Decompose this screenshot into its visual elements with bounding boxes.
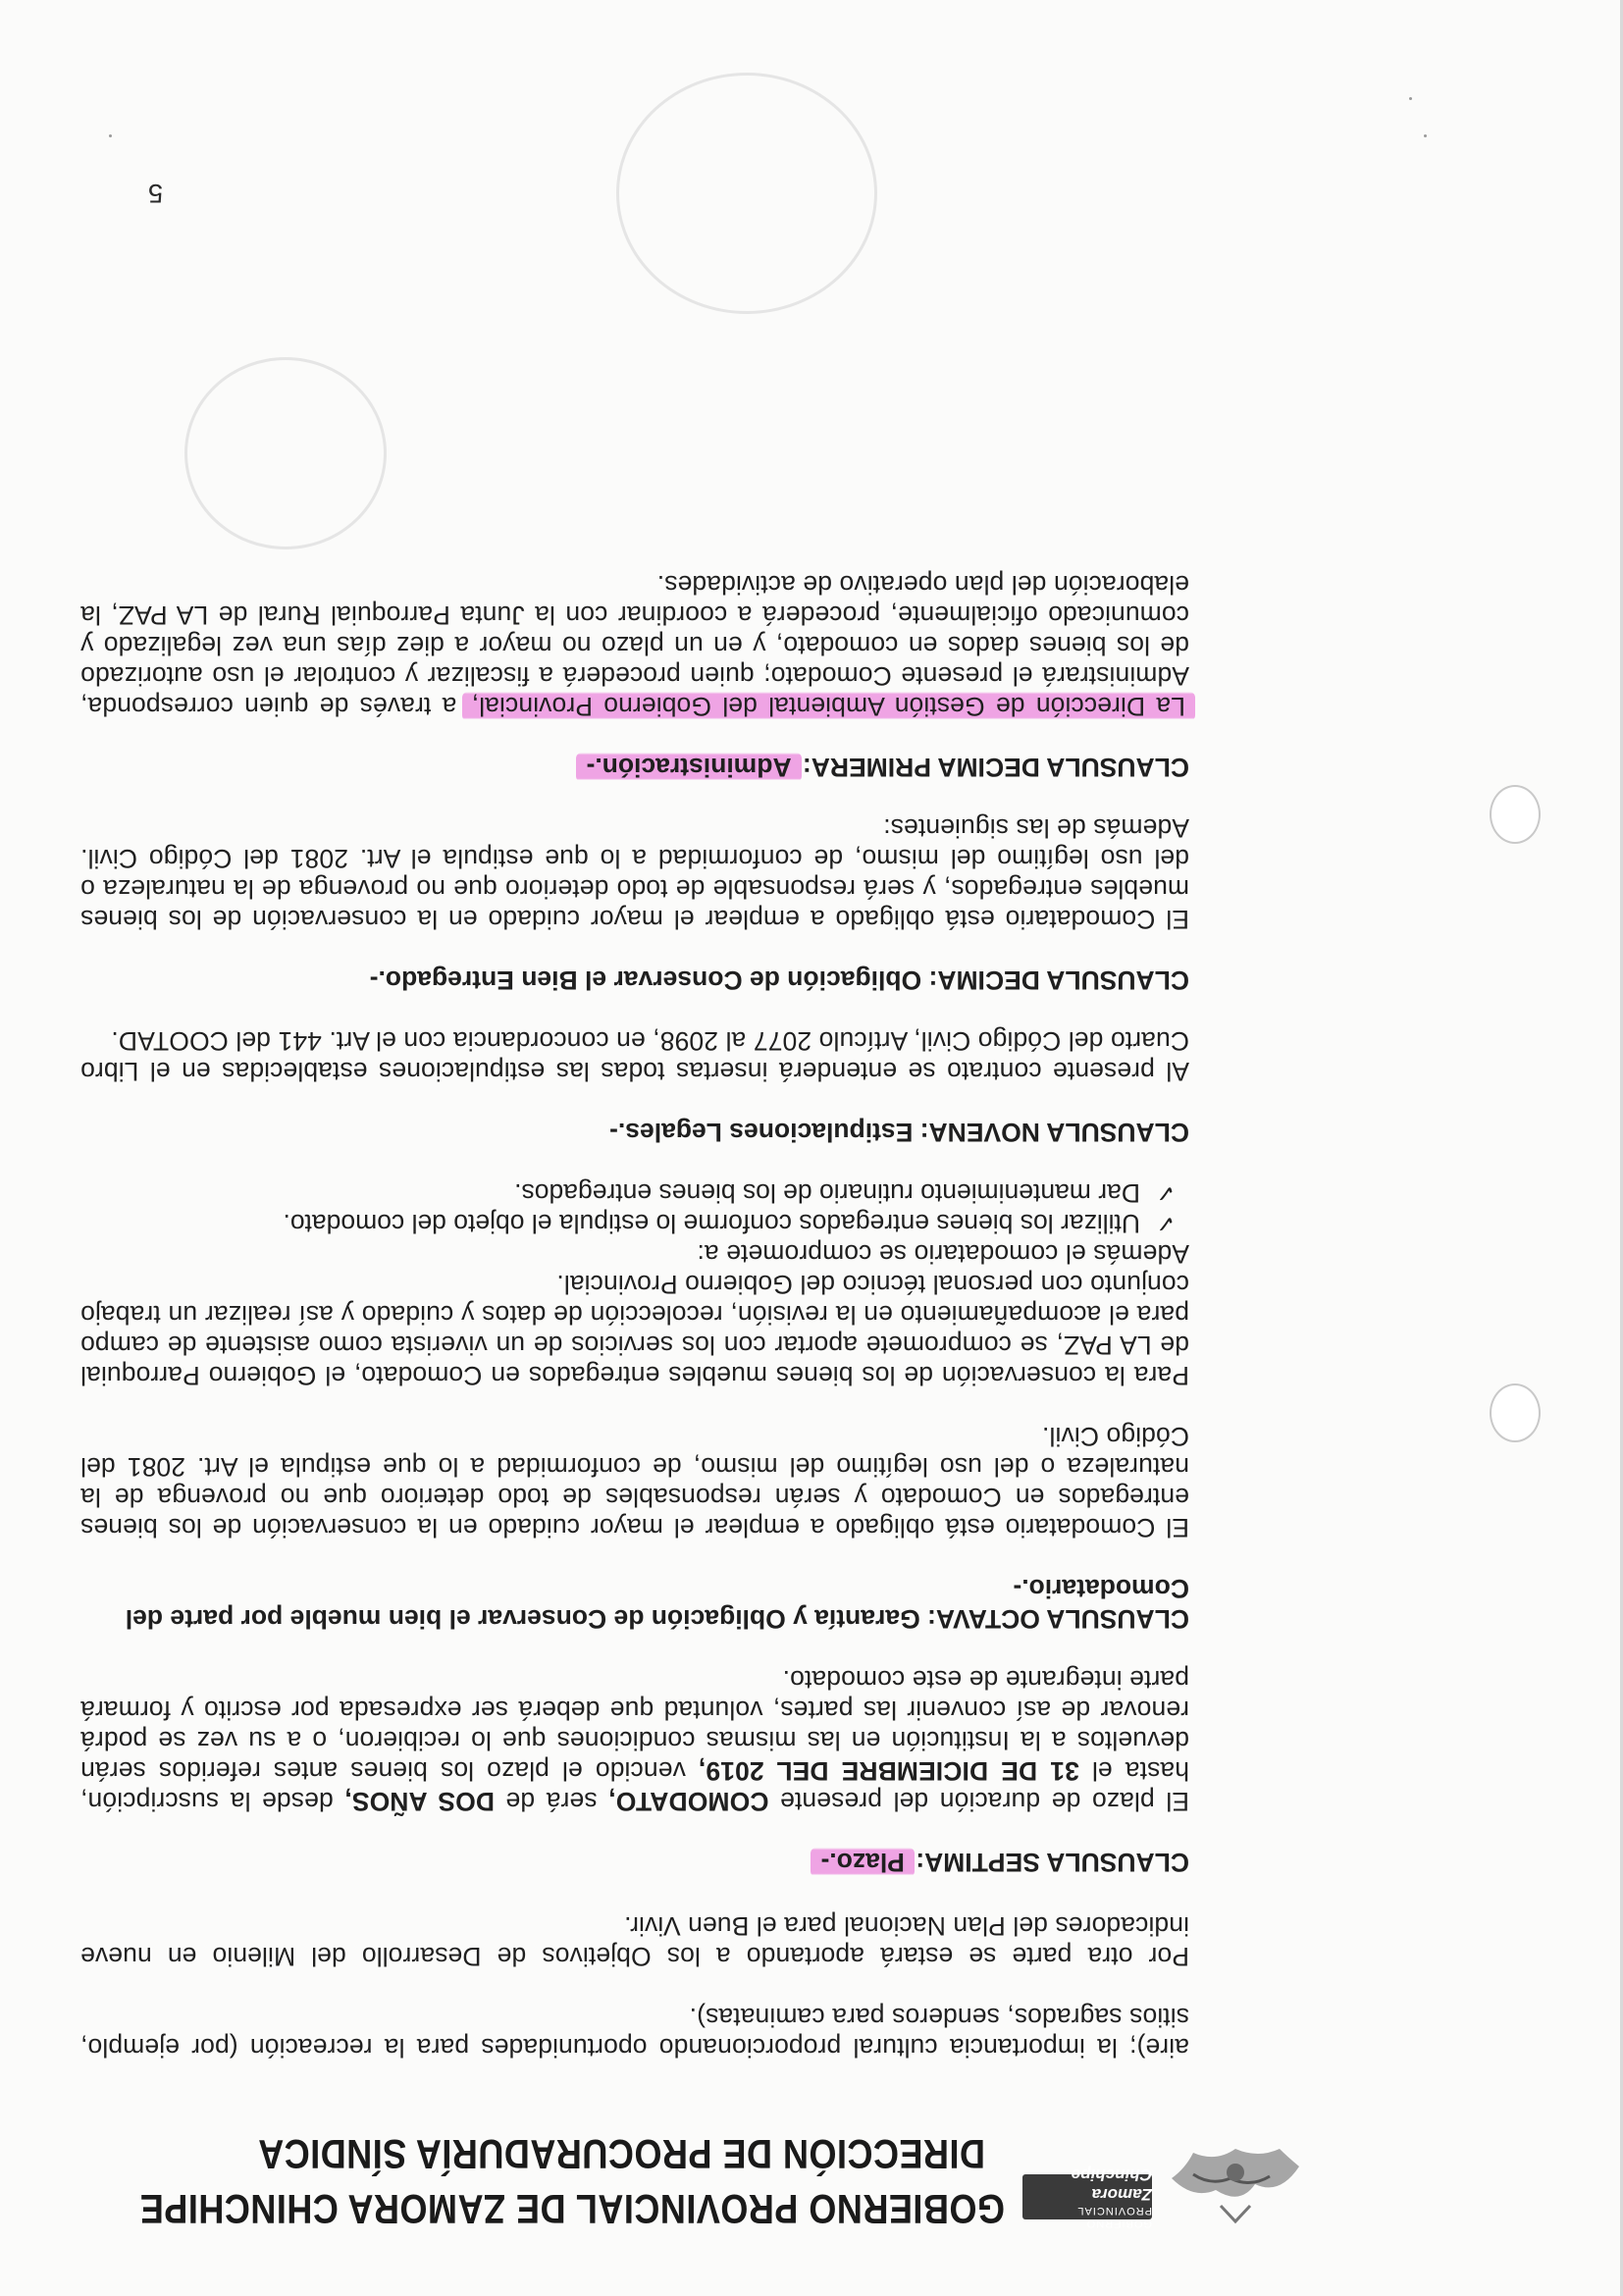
clause-10-heading: CLAUSULA DECIMA: Obligación de Conservar el Bien Entregado.-	[369, 965, 1189, 995]
clause-9-heading: CLAUSULA NOVENA: Estipulaciones Legales.-	[609, 1118, 1189, 1147]
c7-text-1: El plazo de duración del presente	[780, 1787, 1189, 1816]
clause-8-heading: CLAUSULA OCTAVA: Garantía y Obligación de Conservar el bien mueble por parte del Comodatario.-	[125, 1574, 1189, 1634]
letterhead-subtitle: DIRECCIÓN DE PROCURADURÍA SÍNDICA	[257, 2131, 985, 2177]
clause-8-paragraph-2: Para la conservación de los bienes muebles entregados en Comodato, el Gobierno Parroquial de LA PAZ, se compromete aportar con los servicios de un viverista como asistente de campo para el acompañamiento en la revisión, recolección de datos y cuidado y así realizar un trabajo conjunto con personal técnico del Gobierno Provincial.	[80, 1270, 1189, 1390]
clause-7-heading	[80, 1847, 1189, 1877]
clause-7-paragraph	[80, 1664, 1189, 1816]
clause-11-label: CLAUSULA DECIMA PRIMERA:	[802, 753, 1189, 782]
clause-9-paragraph: Al presente contrato se entenderá insertas todas las estipulaciones establecidas en el Libro Cuarto del Código Civil, Artículo 2077 al 2098, en concordancia con el Art. 441 del COOTAD.	[80, 1026, 1189, 1086]
stamp-mark	[616, 73, 877, 314]
paragraph-objetivos: Por otra parte se estará aportando a los Objetivos de Desarrollo del Milenio en nueve indicadores del Plan Nacional para el Buen Vivir.	[80, 1911, 1189, 1971]
clause-11-title-highlighted: Administración.-	[577, 753, 802, 782]
list-item	[80, 1208, 1189, 1238]
c7-bold-date: 31 DE DICIEMBRE DEL 2019,	[698, 1756, 1079, 1786]
clause-11-text: a través de quien corresponda, Administrará el presente Comodato; quien procederá a fiscalizar y controlar el uso autorizado de los bienes dados en comodato, y en un plazo no mayor a diez días una vez legalizado y comunicado oficialmente, procederá a coordinar con la Junta Parroquial Rural de LA PAZ, la elaboración del plan operativo de actividades.	[79, 570, 1189, 721]
c7-text-4: vencido el plazo los bienes antes referidos serán devueltos a la Institución en las mismas condiciones que lo recibieron, o a su vez se podrá renovar de así convenir las partes, voluntad que deberá ser expresada por escrito y formará parte integrante de este comodato.	[80, 1665, 1189, 1786]
list-item	[80, 1177, 1189, 1208]
paragraph-intro: aire); la importancia cultural proporcionando oportunidades para la recreación (por ejemplo, sitios sagrados, senderos para caminatas).	[80, 2003, 1189, 2062]
scan-speck	[1424, 134, 1427, 137]
coat-of-arms-logo-icon	[1162, 2137, 1309, 2235]
document-body	[80, 569, 1189, 2062]
letterhead-title: GOBIERNO PROVINCIAL DE ZAMORA CHINCHIPE	[139, 2186, 1005, 2232]
scan-speck	[109, 134, 112, 137]
check-icon: ✓	[1155, 1210, 1176, 1236]
c7-text-2: será de	[505, 1787, 598, 1816]
c7-bold-duration: DOS AÑOS,	[344, 1787, 495, 1816]
clause-7-label: CLAUSULA SEPTIMA:	[916, 1848, 1189, 1877]
clause-7-title-highlighted: Plazo.-	[811, 1848, 914, 1877]
scan-speck	[1409, 97, 1412, 100]
badge-line-2: Zamora Chinchipe	[1071, 2166, 1152, 2204]
stamp-mark	[184, 357, 387, 549]
clause-11-heading	[80, 752, 1189, 782]
clause-8-paragraph-1: El Comodatario está obligado a emplear el mayor cuidado en la conservación de los bienes entregados en Comodato y serán responsables de todo deterioro que no provenga de la naturaleza o del uso legítimo del mismo, de conformidad a lo que estipula el Art. 2081 del Código Civil.	[80, 1422, 1189, 1542]
check-icon: ✓	[1155, 1179, 1176, 1206]
punch-hole	[1490, 785, 1541, 844]
punch-hole	[1490, 1383, 1541, 1442]
clause-8-paragraph-3: Además el comodatario se compromete a:	[697, 1239, 1189, 1269]
list-item-text: Dar mantenimiento rutinario de los bienes entregados.	[514, 1178, 1140, 1208]
clause-11-highlighted-text: La Dirección de Gestión Ambiental del Gobierno Provincial,	[462, 692, 1195, 721]
clause-11-paragraph	[80, 569, 1189, 721]
page-number: 5	[147, 179, 163, 208]
badge-line-1: GOBIERNO PROVINCIAL	[1076, 2205, 1152, 2229]
letterhead	[139, 2100, 1309, 2237]
institution-badge	[1022, 2166, 1152, 2229]
c7-text-3: desde la suscripción, hasta el	[80, 1756, 1189, 1816]
clause-8-obligations-list	[80, 1177, 1189, 1238]
c7-bold-comodato: COMODATO,	[608, 1787, 769, 1816]
clause-10-paragraph: El Comodatario está obligado a emplear el mayor cuidado en la conservación de los bienes muebles entregados, y será responsable de todo deterioro que no provenga de la naturaleza o del uso legítimo del mismo, de conformidad a lo que estipula el Art. 2081 del Código Civil. Además de las siguientes:	[80, 813, 1189, 934]
list-item-text: Utilizar los bienes entregados conforme lo estipula el objeto del comodato.	[283, 1209, 1140, 1238]
